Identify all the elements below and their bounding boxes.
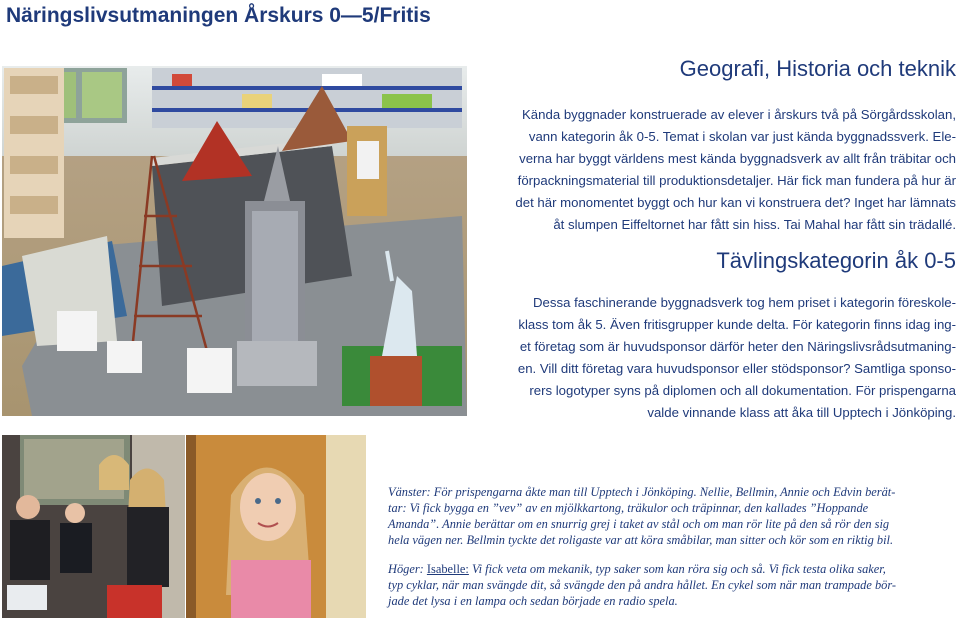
photo-model-buildings — [2, 66, 467, 416]
caption-line: Vänster: För prispengarna åkte man till Upptech i Jönköping. Nellie, Bellmin, Annie och Edvin berät- — [388, 485, 896, 499]
section-text-geografi — [486, 104, 956, 236]
page-title: Näringslivsutmaningen Årskurs 0—5/Fritis — [6, 4, 431, 27]
caption-line: hela vägen ner. Bellmin tyckte det roligaste var att köra småbilar, man sitter och kör som en riktig bil. — [388, 533, 894, 547]
text-line: åt slumpen Eiffeltornet har fått sin hiss. Tai Mahal har fått sin trädallé. — [553, 217, 956, 232]
caption-prefix: Höger: — [388, 562, 427, 576]
section-heading-tavlingskategorin: Tävlingskategorin åk 0-5 — [716, 248, 956, 273]
text-line: et företag som är huvudsponsor därför heter den Näringslivsrådsutmaning- — [519, 339, 956, 354]
caption-line: Amanda”. Annie berättar om en snurrig grej i taket av stål och om man rör lite på den så rör den sig — [388, 517, 890, 531]
caption-line: jade det lysa i en lampa och sedan började en radio spela. — [388, 594, 678, 608]
caption-line — [388, 561, 953, 577]
section-text-tavlingskategorin — [486, 292, 956, 424]
caption-line: typ cyklar, när man svängde dit, så svängde den på andra hållet. En cykel som när man trampade bör- — [388, 578, 897, 592]
caption-left-photo — [388, 484, 953, 548]
photo-girl-portrait-image — [186, 435, 366, 618]
photo-model-buildings-image — [2, 66, 467, 416]
text-line: Kända byggnader konstruerade av elever i årskurs två på Sörgårdsskolan, — [522, 107, 956, 122]
text-line: vann kategorin åk 0-5. Temat i skolan var just kända byggnadssverk. Ele- — [528, 129, 956, 144]
caption-speaker-name: Isabelle: — [426, 562, 469, 576]
photo-children-group — [2, 435, 185, 618]
text-line: förpackningsmaterial till produktionsdetaljer. Här fick man fundera på hur är — [517, 173, 956, 188]
caption-right-photo — [388, 561, 953, 609]
text-line: valde vinnande klass att åka till Upptech i Jönköping. — [647, 405, 956, 420]
text-line: rers logotyper syns på diplomen och all dokumentation. För prispengarna — [529, 383, 956, 398]
title-bar — [0, 0, 960, 36]
text-line: Dessa faschinerande byggnadsverk tog hem priset i kategorin föreskole- — [533, 295, 956, 310]
photo-girl-portrait — [186, 435, 366, 618]
text-line: klass tom åk 5. Även fritisgrupper kunde delta. För kategorin finns idag ing- — [518, 317, 956, 332]
caption-line: tar: Vi fick bygga en ”vev” av en mjölkkartong, träkulor och träpinnar, den kallades ”Hoppande — [388, 501, 869, 515]
text-line: en. Vill ditt företag vara huvudsponsor eller stödsponsor? Samtliga sponso- — [517, 361, 956, 376]
photo-children-group-image — [2, 435, 185, 618]
text-line: verna har byggt världens mest kända byggnadsverk av allt från träbitar och — [519, 151, 956, 166]
text-line: det här monomentet byggt och hur kan vi konstruera det? Inget har lämnats — [515, 195, 956, 210]
section-heading-geografi: Geografi, Historia och teknik — [679, 56, 956, 81]
caption-first-rest: Vi fick veta om mekanik, typ saker som kan röra sig och så. Vi fick testa olika saker, — [468, 562, 886, 576]
